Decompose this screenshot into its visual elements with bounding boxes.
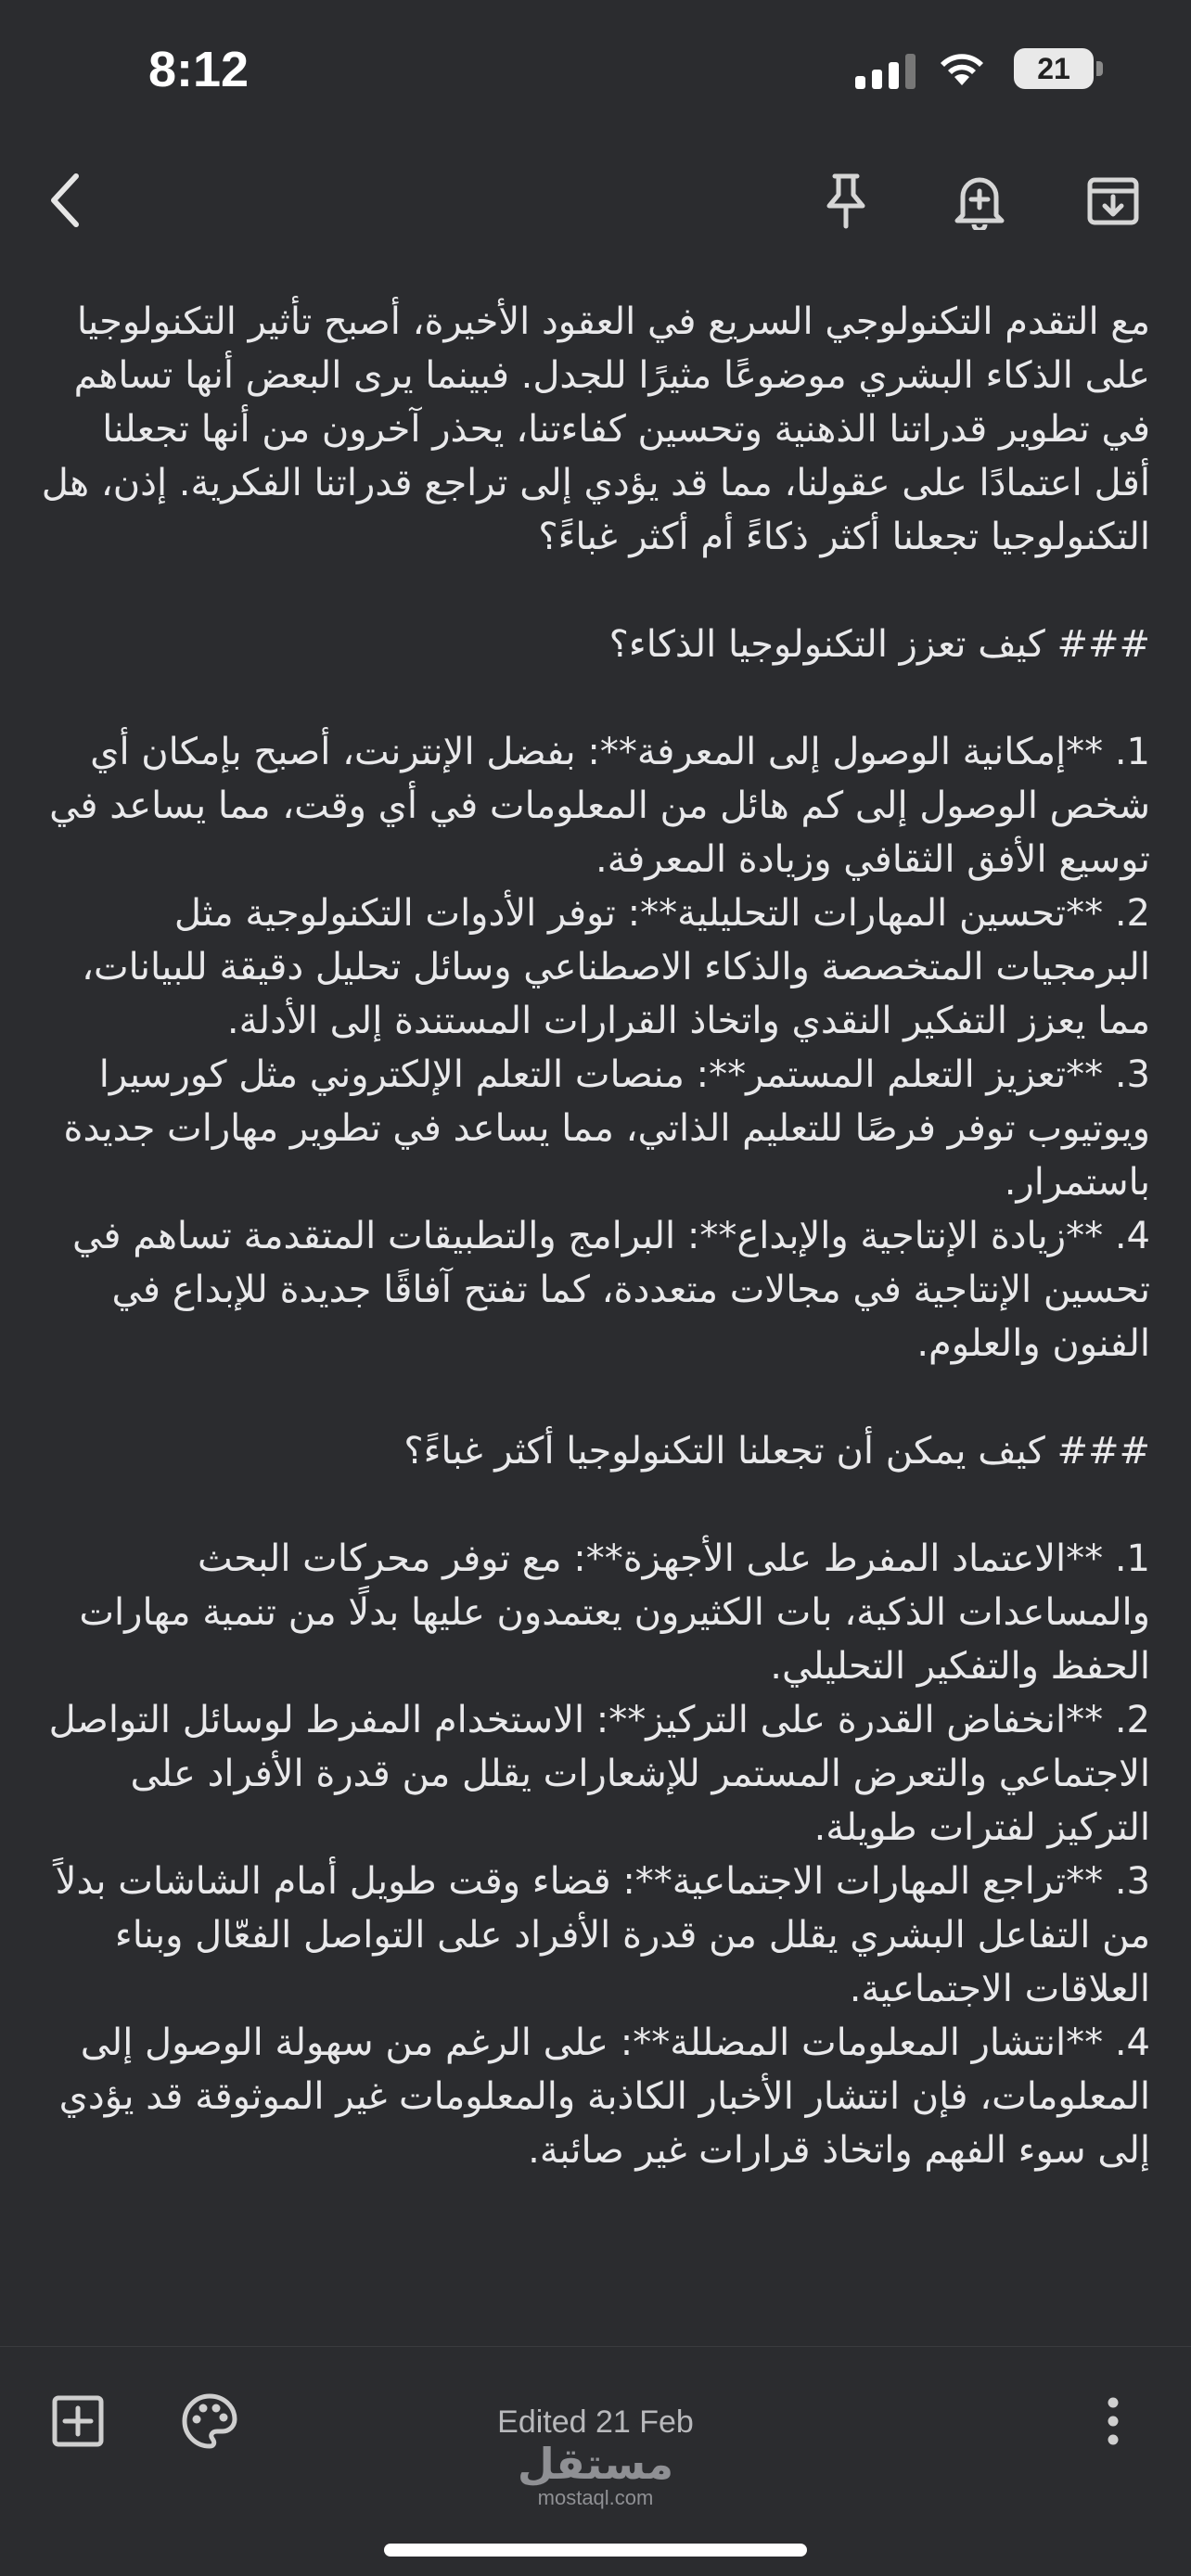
edited-timestamp: Edited 21 Feb <box>497 2404 694 2440</box>
pin-button[interactable] <box>809 163 883 237</box>
list-item: 2. **تحسين المهارات التحليلية**: توفر الأدوات التكنولوجية مثل البرمجيات المتخصصة والذكاء الاصطناعي وسائل تحليل دقيقة للبيانات، مما يعزز التفكير النقدي واتخاذ القرارات المستندة إلى الأدلة. <box>82 892 1150 1042</box>
pin-icon <box>822 171 870 230</box>
chevron-left-icon <box>43 171 87 230</box>
list-item: 4. **انتشار المعلومات المضللة**: على الرغم من سهولة الوصول إلى المعلومات، فإن انتشار الأخبار الكاذبة والمعلومات غير الموثوقة قد يؤدي إلى سوء الفهم واتخاذ قرارات غير صائبة. <box>58 2021 1150 2172</box>
home-indicator[interactable] <box>384 2544 807 2557</box>
battery-level: 21 <box>1037 51 1070 85</box>
list-item: 3. **تراجع المهارات الاجتماعية**: قضاء وقت طويل أمام الشاشات بدلاً من التفاعل البشري يقلل من قدرة الأفراد على التواصل الفعّال وبناء العلاقات الاجتماعية. <box>55 1860 1150 2010</box>
back-button[interactable] <box>28 163 102 237</box>
note-body[interactable] <box>41 295 1150 2177</box>
status-bar <box>0 0 1191 139</box>
archive-button[interactable] <box>1076 163 1150 237</box>
watermark-arabic: مستقل <box>517 2439 674 2489</box>
battery-icon <box>1014 48 1103 91</box>
wifi-icon <box>935 46 989 91</box>
cellular-signal-icon <box>855 52 916 89</box>
watermark-latin: mostaql.com <box>537 2486 654 2509</box>
note-intro: مع التقدم التكنولوجي السريع في العقود الأخيرة، أصبح تأثير التكنولوجيا على الذكاء البشري موضوعًا مثيرًا للجدل. فبينما يرى البعض أنها تساهم في تطوير قدراتنا الذهنية وتحسين كفاءتنا، يحذر آخرون من أنها تجعلنا أقل اعتمادًا على عقولنا، مما قد يؤدي إلى تراجع قدراتنا الفكرية. إذن، هل التكنولوجيا تجعلنا أكثر ذكاءً أم أكثر غباءً؟ <box>41 300 1150 558</box>
section-heading: ### كيف يمكن أن تجعلنا التكنولوجيا أكثر غباءً؟ <box>403 1430 1150 1473</box>
bell-plus-icon <box>954 171 1005 230</box>
list-item: 1. **الاعتماد المفرط على الأجهزة**: مع توفر محركات البحث والمساعدات الذكية، بات الكثيرون يعتمدون عليها بدلًا من تنمية مهارات الحفظ والتفكير التحليلي. <box>79 1537 1150 1688</box>
list-item: 4. **زيادة الإنتاجية والإبداع**: البرامج والتطبيقات المتقدمة تساهم في تحسين الإنتاجية في مجالات متعددة، كما تفتح آفاقًا جديدة للإبداع في الفنون والعلوم. <box>72 1215 1150 1365</box>
watermark <box>0 2441 1191 2509</box>
status-time: 8:12 <box>148 42 250 97</box>
list-item: 2. **انخفاض القدرة على التركيز**: الاستخدام المفرط لوسائل التواصل الاجتماعي والتعرض المستمر للإشعارات يقلل من قدرة الأفراد على التركيز لفترات طويلة. <box>48 1699 1150 1849</box>
list-item: 3. **تعزيز التعلم المستمر**: منصات التعلم الإلكتروني مثل كورسيرا ويوتيوب توفر فرصًا للتعليم الذاتي، مما يساعد في تطوير مهارات جديدة باستمرار. <box>63 1053 1150 1204</box>
section-heading: ### كيف تعزز التكنولوجيا الذكاء؟ <box>608 623 1150 666</box>
note-toolbar <box>0 139 1191 269</box>
archive-icon <box>1085 172 1141 228</box>
reminder-button[interactable] <box>942 163 1017 237</box>
list-item: 1. **إمكانية الوصول إلى المعرفة**: بفضل الإنترنت، أصبح بإمكان أي شخص الوصول إلى كم هائل من المعلومات في أي وقت، مما يساعد في توسيع الأفق الثقافي وزيادة المعرفة. <box>49 731 1150 881</box>
